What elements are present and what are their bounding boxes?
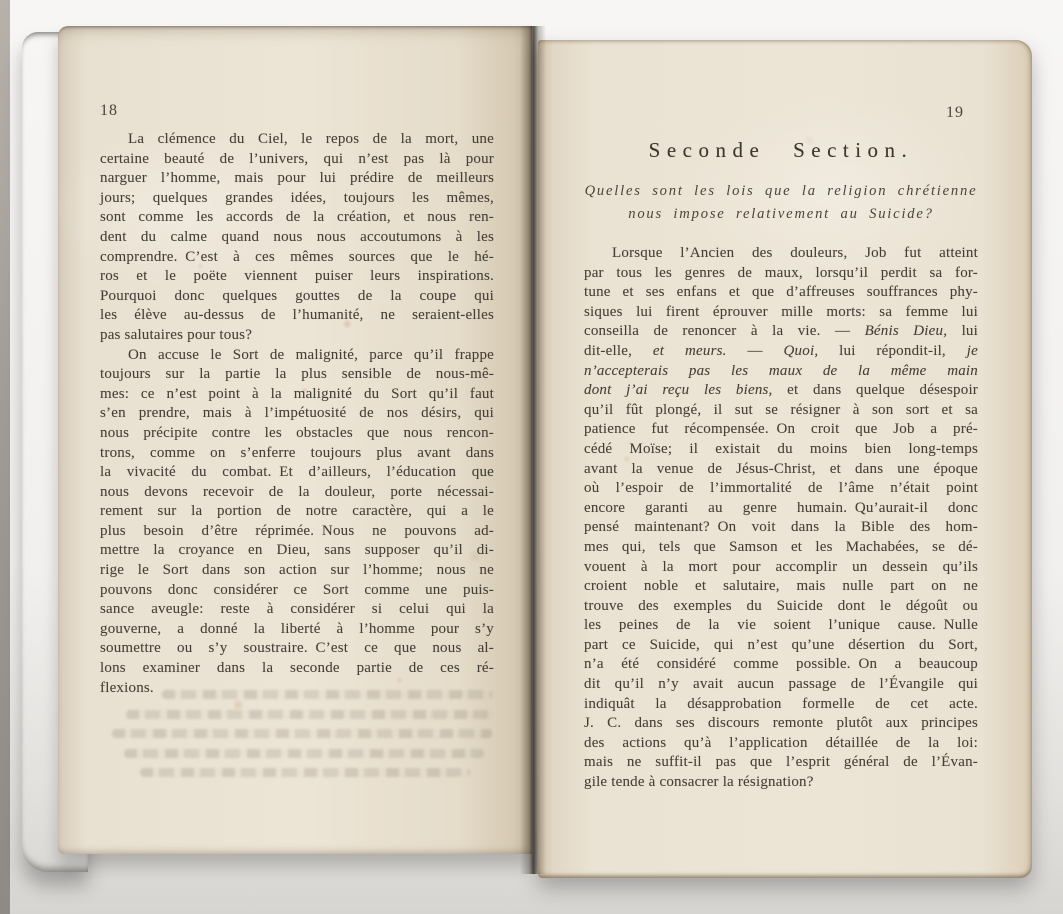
text-line: narguer l’homme, mais pour lui prédire de meilleurs bbox=[100, 170, 494, 187]
plain-text: lui répondit-il, bbox=[818, 342, 967, 359]
plain-text: — bbox=[726, 342, 784, 359]
text-line: qu’il fût plongé, il sut se résigner à son sort et sa bbox=[584, 401, 978, 418]
text-line: n’a été considéré comme possible. On a beaucoup bbox=[584, 656, 978, 673]
text-line: Lorsque l’Ancien des douleurs, Job fut atteint bbox=[612, 245, 978, 261]
scan-edge-strip bbox=[0, 0, 10, 914]
text-line: siques lui firent éprouver mille morts: sa femme lui bbox=[584, 303, 978, 320]
text-line: rige le Sort dans son action sur l’homme; nous ne bbox=[100, 562, 494, 579]
section-heading: Seconde Section. bbox=[648, 138, 914, 162]
text-line: la vivacité du combat. Et d’ailleurs, l’éducation que bbox=[100, 464, 494, 481]
text-line: On accuse le Sort de malignité, parce qu’il frappe bbox=[128, 346, 494, 363]
plain-text: conseilla de renoncer à la vie. — bbox=[584, 323, 865, 340]
ghost-line bbox=[124, 749, 484, 758]
text-line: sont comme les accords de la création, et nous ren- bbox=[100, 209, 494, 226]
text-line: trouve des exemples du Suicide dont le dégoût ou bbox=[584, 597, 978, 614]
text-line bbox=[584, 342, 978, 362]
paragraph bbox=[100, 346, 494, 699]
text-line: nous précipite contre les obstacles que nous rencon- bbox=[100, 424, 494, 441]
plain-text: dit-elle, bbox=[584, 342, 653, 359]
text-line: flexions. bbox=[100, 679, 154, 696]
text-line: ros et le poëte viennent puiser leurs inspirations. bbox=[100, 268, 494, 285]
text-line: soumettre ou s’y soustraire. C’est ce que nous al- bbox=[100, 640, 494, 657]
subtitle-line: nous impose relativement au Suicide? bbox=[628, 206, 934, 222]
italic-text: dont j’ai reçu les biens, bbox=[584, 382, 773, 399]
text-line: mais ne suffit-il pas que l’esprit général de l’Évan- bbox=[584, 754, 978, 771]
text-line: mes qui, tels que Samson et les Machabées, se dé- bbox=[584, 538, 978, 555]
text-line: sance aveugle: reste à considérer si celui qui la bbox=[100, 601, 494, 618]
text-line: indiquât la désapprobation formelle de cet acte. bbox=[584, 695, 978, 712]
text-line: vouent à la mort pour accomplir un dessein qu’ils bbox=[584, 558, 978, 575]
plain-text: et dans quelque désespoir bbox=[772, 382, 979, 399]
text-line: mettre la croyance en Dieu, sans supposer qu’il di- bbox=[100, 542, 494, 559]
text-line bbox=[584, 381, 978, 401]
section-subtitle bbox=[578, 180, 984, 226]
ghost-line bbox=[140, 768, 470, 777]
text-line: rement sur la portion de notre caractère, qui a le bbox=[100, 503, 494, 520]
text-line: s’en prendre, mais à l’impétuosité de nos désirs, qui bbox=[100, 405, 494, 422]
text-line: nous devons recevoir de la douleur, porte nécessai- bbox=[100, 483, 494, 500]
text-line: gile tende à consacrer la résignation? bbox=[584, 774, 814, 791]
left-page bbox=[58, 26, 532, 854]
text-line: les peines de la vie soient l’unique cause. Nulle bbox=[584, 617, 978, 634]
text-line: lons examiner dans la seconde partie de ces ré- bbox=[100, 660, 494, 677]
right-page bbox=[538, 40, 1032, 878]
text-line: J. C. dans ses discours remonte plutôt aux principes bbox=[584, 715, 978, 732]
italic-text: et meurs. bbox=[652, 342, 727, 359]
ghost-line bbox=[112, 729, 492, 738]
plain-text: lui bbox=[947, 323, 979, 340]
text-line: encore garanti au genre humain. Qu’aurait-il donc bbox=[584, 499, 978, 516]
text-line: les élève au-dessus de l’humanité, ne seraient-elles bbox=[100, 307, 494, 324]
ghost-line bbox=[162, 690, 492, 699]
text-line: pensé maintenant? On voit dans la Bible des hom- bbox=[584, 519, 978, 536]
text-line: mes: ce n’est point à la malignité du Sort qu’il faut bbox=[100, 385, 494, 402]
text-line bbox=[584, 322, 978, 342]
text-line: Pourquoi donc quelques gouttes de la coupe qui bbox=[100, 287, 494, 304]
text-line: où l’espoir de l’immortalité de l’âme n’était point bbox=[584, 480, 978, 497]
text-line: part ce Suicide, qui n’est qu’une désertion du Sort, bbox=[584, 636, 978, 653]
right-page-text bbox=[584, 244, 978, 793]
italic-text: Bénis Dieu, bbox=[864, 323, 948, 340]
text-line: dent du calme quand nous nous accoutumons à les bbox=[100, 228, 494, 245]
text-line: trons, comme on s’enferre toujours plus avant dans bbox=[100, 444, 494, 461]
ghost-line bbox=[126, 710, 494, 719]
text-line: pouvons donc considérer ce Sort comme une puis- bbox=[100, 581, 494, 598]
left-page-text bbox=[100, 130, 494, 698]
paragraph bbox=[100, 130, 494, 346]
book-gutter bbox=[520, 26, 546, 874]
text-line: La clémence du Ciel, le repos de la mort, une bbox=[128, 131, 494, 147]
page-number-left: 18 bbox=[100, 102, 118, 119]
text-line: jours; quelques grandes idées, toujours les mêmes, bbox=[100, 189, 494, 206]
text-line: comprendre. C’est à ces mêmes sources que le hé- bbox=[100, 248, 494, 265]
text-line: pas salutaires pour tous? bbox=[100, 326, 253, 343]
text-line: toujours sur la partie la plus sensible de nous-mê- bbox=[100, 366, 494, 383]
text-line: tune et ses enfans et que d’affreuses souffrances phy- bbox=[584, 284, 978, 301]
text-line: certaine beauté de l’univers, qui n’est pas là pour bbox=[100, 150, 494, 167]
italic-text: je bbox=[966, 342, 978, 359]
text-line bbox=[584, 362, 978, 382]
text-line: dit qu’il n’y avait aucun passage de l’Évangile qui bbox=[584, 676, 978, 693]
subtitle-line: Quelles sont les lois que la religion chrétienne bbox=[584, 183, 978, 199]
text-line: cédé Moïse; il existait du moins bien long-temps bbox=[584, 440, 978, 457]
text-line: gouverne, a donné la liberté à l’homme pour s’y bbox=[100, 620, 494, 637]
italic-text: Quoi, bbox=[783, 342, 819, 359]
text-line: par tous les genres de maux, lorsqu’il perdit sa for- bbox=[584, 264, 978, 281]
text-line: patience fut récompensée. On croit que Job a pré- bbox=[584, 421, 978, 438]
text-line: plus besoin d’être réprimée. Nous ne pouvons ad- bbox=[100, 522, 494, 539]
page-number-right: 19 bbox=[946, 104, 964, 121]
paragraph bbox=[584, 244, 978, 793]
italic-text: n’accepterais pas les maux de la même main bbox=[584, 362, 978, 379]
text-line: croient noble et salutaire, mais nulle part on ne bbox=[584, 578, 978, 595]
text-line: avant la venue de Jésus-Christ, et dans une époque bbox=[584, 460, 978, 477]
bleed-through-text bbox=[104, 690, 496, 788]
text-line: des actions qu’à l’application détaillée de la loi: bbox=[584, 734, 978, 751]
